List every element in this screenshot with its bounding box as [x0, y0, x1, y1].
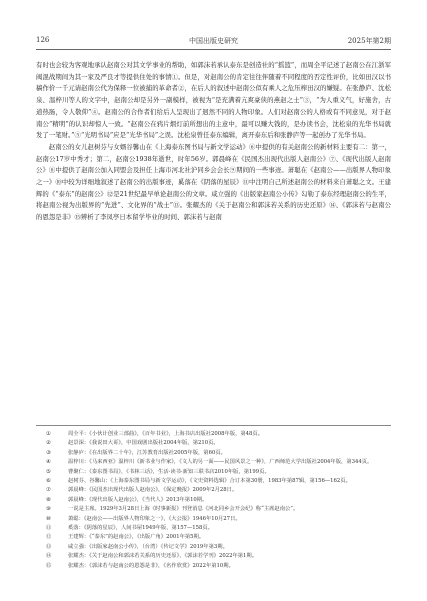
footnote-number: ⑬	[46, 543, 52, 550]
footnote-item	[36, 505, 391, 514]
footnote-text: 赵景深：《我说田大哥》，中国戏剧出版社2004年版，第210页。	[68, 440, 219, 447]
footnote-item	[36, 477, 391, 486]
footnote-number: ⑥	[46, 478, 51, 485]
footnote-number: ⑫	[46, 534, 52, 541]
footnote-item	[36, 468, 391, 477]
footnote-item	[36, 533, 391, 542]
footnote-item	[36, 449, 391, 458]
footnote-text: 郭晨峰：《现代出版人赵南公》，《当代人》2013年第10期。	[68, 496, 208, 503]
footnote-item	[36, 430, 391, 439]
footnote-text: 一说是主席。1929年3月28日上海《时事新报》刊登消息《河北同乡会开会纪》称“主席赵南公”。	[68, 506, 299, 513]
footnote-text: 咸立强：《出版家赵南公小传》，（台湾）《传记文学》2019年第3期。	[68, 543, 228, 550]
footnote-text: 奚落：《阴落的星辰》，人间书屋1949年版，第157—158页。	[68, 525, 213, 532]
page-number: 126	[36, 36, 50, 44]
footnote-number: ⑨	[46, 506, 51, 513]
issue-label: 2025年第2期	[347, 37, 391, 45]
paragraph: 赵南公的女儿赵树芬与女婿谷馨山在《上海泰东图书局与新文学运动》⑥中提供的有关赵南公的新材料主要有二：第一，赵南公17岁中秀才；第二，赵南公1938年逝世，时年56岁。郭晨峰在《民国杰出现代出版人赵南公》⑦、《现代出版人赵南公》⑧中提供了赵南公加入同盟会及担任上海市河北社沪同乡会会长⑨期间的一些事迹。萧聪在《赵南公——出版界人物印象之一》⑩中较为详细地叙述了赵南公的出版事迹，奚落在《阴落的星辰》⑪中注明自己所述赵南公的材料来自萧聪之文。王建辉的《“泰东”的赵南公》⑫是21世纪最早单论赵南公的文章。咸立强的《出版家赵南公小传》勾勒了泰东经理赵南公的生平，将赵南公视为出版界的“先进”、文化界的“战士”⑬。张耀杰的《关于赵南公和郭沫若关系的历史还原》⑭、《郭沫若与赵南公的恩怨是非》⑮辨析了李凤亭日本留学毕业的时间、郭沫若与赵南	[36, 142, 391, 222]
footnote-text: 萧聪：《赵南公——出版界人物印象之一》，《大公报》1946年10月27日。	[68, 515, 241, 522]
footnote-text: 赵树芬、谷馨山：《上海泰东图书局与新文学运动》，《文史资料选辑》合订本第30册，1983年第87辑，第156—162页。	[68, 478, 351, 485]
footnote-item	[36, 552, 391, 561]
paragraph: 有时也会较为客观地承认赵南公对其文学事业的帮助，如郭沫若承认泰东是创造社的“摇篮”，而周全平记述了赵南公在江浙军阀混战期间为其一家及严良才等提供住处的事情①。但是，对赵南公的肯定往往伴随着不同程度的否定性评价，比如田汉以书稿作价一千元请赵南公代为保释一位被捕的革命者②，在后人的叙述中赵南公似有乘人之危压榨田汉的嫌疑。在张静庐、沈松泉、温梓川等人的文字中，赵南公却是另外一副模样，被视为“是充满着亢爽豪侠的燕赵之士”③，“为人重义气，好施舍，古道热肠，令人敬仰”④。赵南公的合作者们给后人呈现出了迥然不同的人物印象。人们对赵南公的人格或有不同意见，对于赵南公“精明”的认识却惊人一致。“赵南公在鸦片烟灯前所想出的主意中，最可以赚大钱的，是办读书会，沈松泉的光华书局就发了一笔财。”⑤“光明书局”应是“光华书局”之误。沈松泉曾任泰东编辑，离开泰东后和张静庐等一起创办了光华书局。	[36, 61, 391, 140]
footnote-text: 王建辉：《“泰东”的赵南公》，《出版广角》2001年第5期。	[68, 534, 205, 541]
footnote-item	[36, 543, 391, 552]
footnote-text: 郭晨峰：《民国杰出现代出版人赵南公》，《保定晚报》2009年2月28日。	[68, 487, 238, 494]
footnote-rule	[36, 425, 391, 426]
footnote-text: 温梓川：《马来西亚》温梓川《新书业与作家》，《文人的另一面——民国风景之一种》，广西师范大学出版社2004年版，第344页。	[68, 459, 373, 466]
footnote-text: 周全平：《小伙计创业三部曲》，《百年书业》，上海书店出版社2008年版，第48页。	[68, 431, 264, 437]
footnote-number: ⑦	[46, 487, 51, 494]
footnote-number: ①	[46, 431, 51, 437]
footnote-text: 张静庐：《在出版界二十年》，江苏教育出版社2005年版，第60页。	[68, 449, 226, 456]
footnote-item	[36, 562, 391, 571]
footnote-number: ⑪	[46, 525, 52, 532]
header-rule	[36, 49, 391, 50]
footnote-number: ③	[46, 449, 51, 456]
body-text	[36, 60, 391, 224]
footnote-number: ⑤	[46, 468, 51, 475]
footnote-item	[36, 439, 391, 448]
footnote-text: 张耀杰：《关于赵南公和郭沫若关系的历史还原》，《郭沫若学刊》2022年第1期。	[68, 553, 257, 560]
footnote-number: ⑩	[46, 515, 51, 522]
footnote-number: ②	[46, 440, 51, 447]
footnote-number: ⑭	[46, 553, 52, 560]
running-header	[36, 36, 391, 48]
footnotes	[36, 430, 391, 571]
footnote-text: 曹聚仁：《泰东图书局》，《书林三话》，生活·读书·新知三联书店2010年版，第199页。	[68, 468, 270, 475]
footnote-number: ④	[46, 459, 51, 466]
footnote-item	[36, 515, 391, 524]
footnote-number: ⑮	[46, 562, 52, 569]
footnote-item	[36, 524, 391, 533]
footnote-item	[36, 486, 391, 495]
footnote-text: 张耀杰：《郭沫若与赵南公的恩怨是非》，《名作欣赏》2022年第10期。	[68, 562, 234, 569]
footnote-number: ⑧	[46, 496, 51, 503]
journal-title: 中国出版史研究	[189, 37, 238, 45]
footnote-item	[36, 458, 391, 467]
footnote-item	[36, 496, 391, 505]
